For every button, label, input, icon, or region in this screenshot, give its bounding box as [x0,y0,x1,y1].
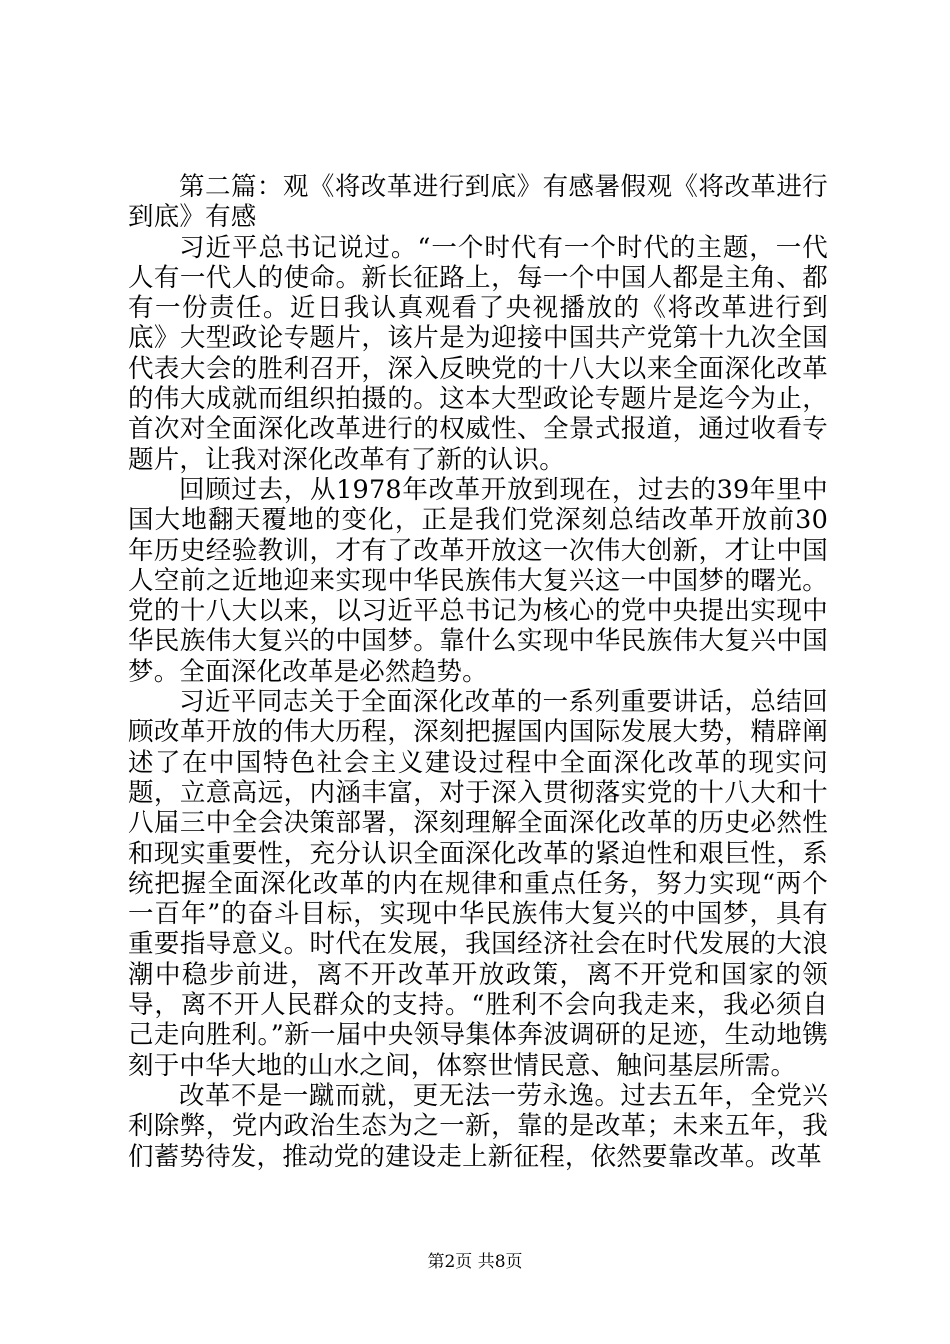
essay-title-paragraph: 第二篇：观《将改革进行到底》有感暑假观《将改革进行到底》有感 [128,172,828,233]
body-paragraph-4: 改革不是一蹴而就，更无法一劳永逸。过去五年，全党兴利除弊，党内政治生态为之一新，靠的是改革；未来五年，我们蓄势待发，推动党的建设走上新征程，依然要靠改革。改革 [128,1080,828,1172]
body-paragraph-2: 回顾过去，从1978年改革开放到现在，过去的39年里中国大地翻天覆地的变化，正是我们党深刻总结改革开放前30年历史经验教训，才有了改革开放这一次伟大创新，才让中国人空前之近地迎来实现中华民族伟大复兴这一中国梦的曙光。党的十八大以来，以习近平总书记为核心的党中央提出实现中华民族伟大复兴的中国梦。靠什么实现中华民族伟大复兴中国梦。全面深化改革是必然趋势。 [128,474,828,687]
document-body [128,172,828,1172]
body-paragraph-3: 习近平同志关于全面深化改革的一系列重要讲话，总结回顾改革开放的伟大历程，深刻把握国内国际发展大势，精辟阐述了在中国特色社会主义建设过程中全面深化改革的现实问题，立意高远，内涵丰富，对于深入贯彻落实党的十八大和十八届三中全会决策部署，深刻理解全面深化改革的历史必然性和现实重要性，充分认识全面深化改革的紧迫性和艰巨性，系统把握全面深化改革的内在规律和重点任务，努力实现“两个一百年”的奋斗目标，实现中华民族伟大复兴的中国梦，具有重要指导意义。时代在发展，我国经济社会在时代发展的大浪潮中稳步前进，离不开改革开放政策，离不开党和国家的领导，离不开人民群众的支持。“胜利不会向我走来，我必须自己走向胜利。”新一届中央领导集体奔波调研的足迹，生动地镌刻于中华大地的山水之间，体察世情民意、触问基层所需。 [128,687,828,1081]
page-footer: 第2页 共8页 [427,1252,523,1272]
body-paragraph-1: 习近平总书记说过。“一个时代有一个时代的主题，一代人有一代人的使命。新长征路上，每一个中国人都是主角、都有一份责任。近日我认真观看了央视播放的《将改革进行到底》大型政论专题片，该片是为迎接中国共产党第十九次全国代表大会的胜利召开，深入反映党的十八大以来全面深化改革的伟大成就而组织拍摄的。这本大型政论专题片是迄今为止，首次对全面深化改革进行的权威性、全景式报道，通过收看专题片，让我对深化改革有了新的认识。 [128,232,828,475]
